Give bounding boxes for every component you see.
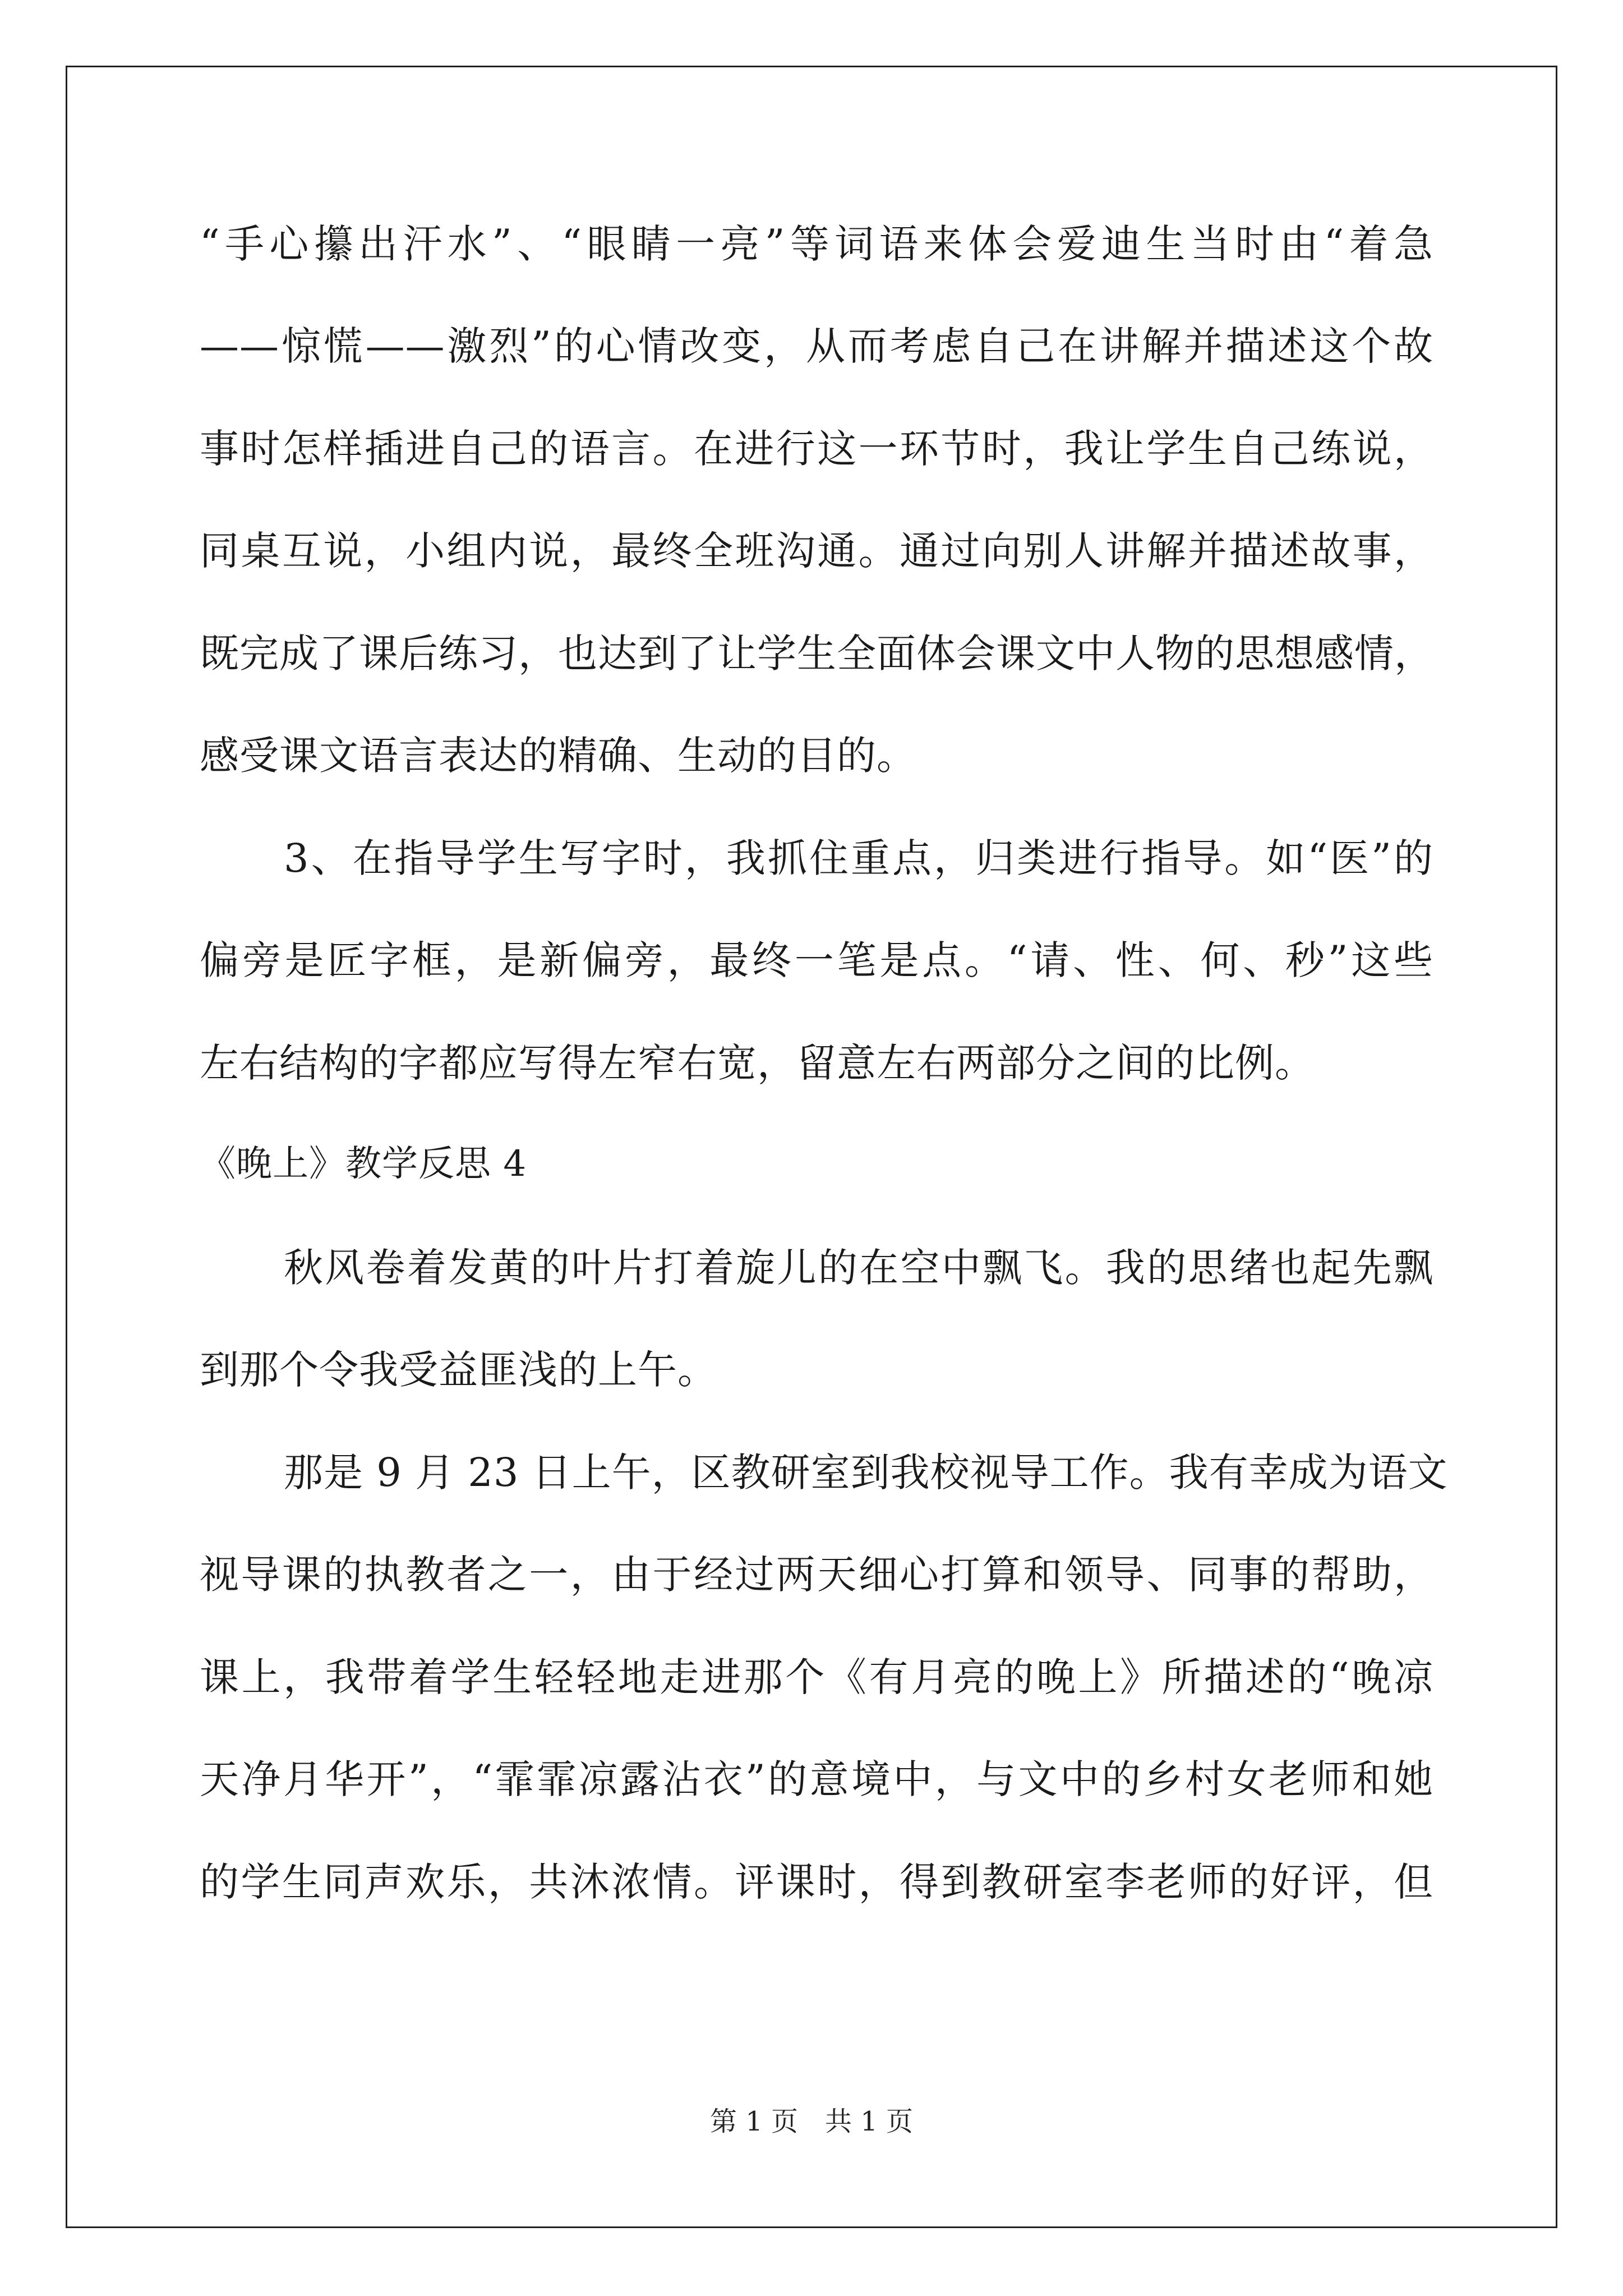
text-line: “手心攥出汗水”、“眼睛一亮”等词语来体会爱迪生当时由“着急	[200, 221, 1433, 267]
page-footer: 第 1 页 共 1 页	[709, 2106, 914, 2137]
paragraph-start-line: 那是 9 月 23 日上午，区教研室到我校视导工作。我有幸成为语文	[284, 1450, 1448, 1496]
text-line: 同桌互说，小组内说，最终全班沟通。通过向别人讲解并描述故事，	[200, 528, 1433, 574]
text-line: 视导课的执教者之一，由于经过两天细心打算和领导、同事的帮助，	[200, 1552, 1433, 1598]
text-line: ——惊慌——激烈”的心情改变，从而考虑自己在讲解并描述这个故	[200, 323, 1433, 369]
text-line: 的学生同声欢乐，共沐浓情。评课时，得到教研室李老师的好评，但	[200, 1859, 1433, 1905]
text-line: 偏旁是匠字框，是新偏旁，最终一笔是点。“请、性、何、秒”这些	[200, 937, 1433, 983]
text-line: 天净月华开”，“霏霏凉露沾衣”的意境中，与文中的乡村女老师和她	[200, 1756, 1433, 1802]
text-line: 课上，我带着学生轻轻地走进那个《有月亮的晚上》所描述的“晚凉	[200, 1654, 1433, 1700]
text-line: 感受课文语言表达的精确、生动的目的。	[200, 733, 916, 779]
text-line: 既完成了课后练习，也达到了让学生全面体会课文中人物的思想感情，	[200, 631, 1434, 677]
paragraph-start-line: 秋风卷着发黄的叶片打着旋儿的在空中飘飞。我的思绪也起先飘	[284, 1245, 1433, 1291]
text-line: 到那个令我受益匪浅的上午。	[200, 1347, 717, 1393]
text-line: 左右结构的字都应写得左窄右宽，留意左右两部分之间的比例。	[200, 1040, 1315, 1086]
paragraph-start-line: 3、在指导学生写字时，我抓住重点，归类进行指导。如“医”的	[284, 835, 1433, 881]
section-heading: 《晚上》教学反思 4	[200, 1143, 527, 1185]
text-line: 事时怎样插进自己的语言。在进行这一环节时，我让学生自己练说，	[200, 426, 1433, 472]
